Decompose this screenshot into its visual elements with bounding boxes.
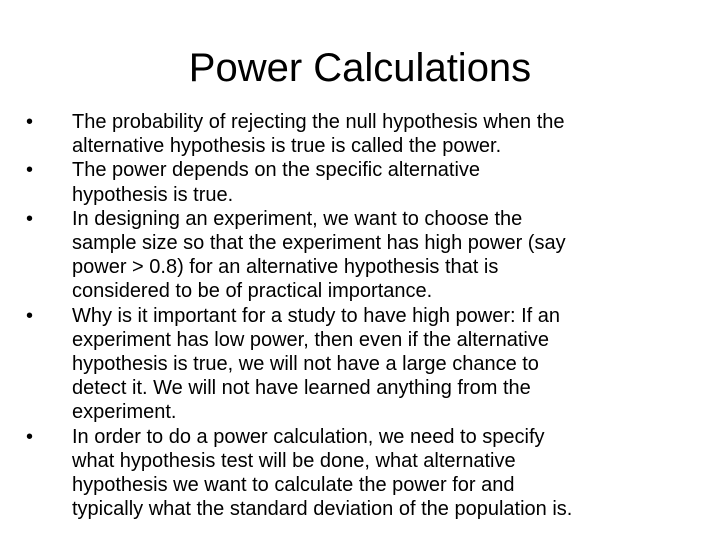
bullet-line: Why is it important for a study to have high power: If an xyxy=(72,304,561,327)
bullet-line: hypothesis is true. xyxy=(72,183,234,206)
bullet-dot-icon: • xyxy=(26,159,34,182)
bullet-dot-icon: • xyxy=(26,207,34,230)
bullet-item xyxy=(26,425,706,522)
bullet-line: typically what the standard deviation of the population is. xyxy=(72,498,573,521)
bullet-dot-icon: • xyxy=(26,304,34,327)
bullet-item xyxy=(26,110,706,158)
bullet-line: The probability of rejecting the null hypothesis when the xyxy=(72,111,565,133)
bullet-line: detect it. We will not have learned anything from the xyxy=(72,377,531,400)
slide-title: Power Calculations xyxy=(188,46,532,90)
bullet-item xyxy=(26,207,706,304)
bullet-line: power > 0.8) for an alternative hypothesis that is xyxy=(72,256,499,279)
bullet-line: sample size so that the experiment has high power (say xyxy=(72,232,566,255)
bullet-line: hypothesis is true, we will not have a large chance to xyxy=(72,353,539,376)
bullet-line: In designing an experiment, we want to choose the xyxy=(72,207,523,230)
bullet-line: In order to do a power calculation, we need to specify xyxy=(72,425,545,448)
bullet-item xyxy=(26,304,706,425)
bullet-line: experiment has low power, then even if the alternative xyxy=(72,328,549,351)
bullet-line: considered to be of practical importance. xyxy=(72,280,433,303)
bullet-line: what hypothesis test will be done, what alternative xyxy=(72,449,516,472)
bullet-line: alternative hypothesis is true is called the power. xyxy=(72,135,502,158)
bullet-item xyxy=(26,158,706,206)
bullet-list xyxy=(26,110,706,521)
bullet-line: hypothesis we want to calculate the power for and xyxy=(72,474,515,497)
bullet-dot-icon: • xyxy=(26,425,34,448)
bullet-line: experiment. xyxy=(72,401,177,424)
bullet-dot-icon: • xyxy=(26,111,34,133)
bullet-line: The power depends on the specific alternative xyxy=(72,159,481,182)
